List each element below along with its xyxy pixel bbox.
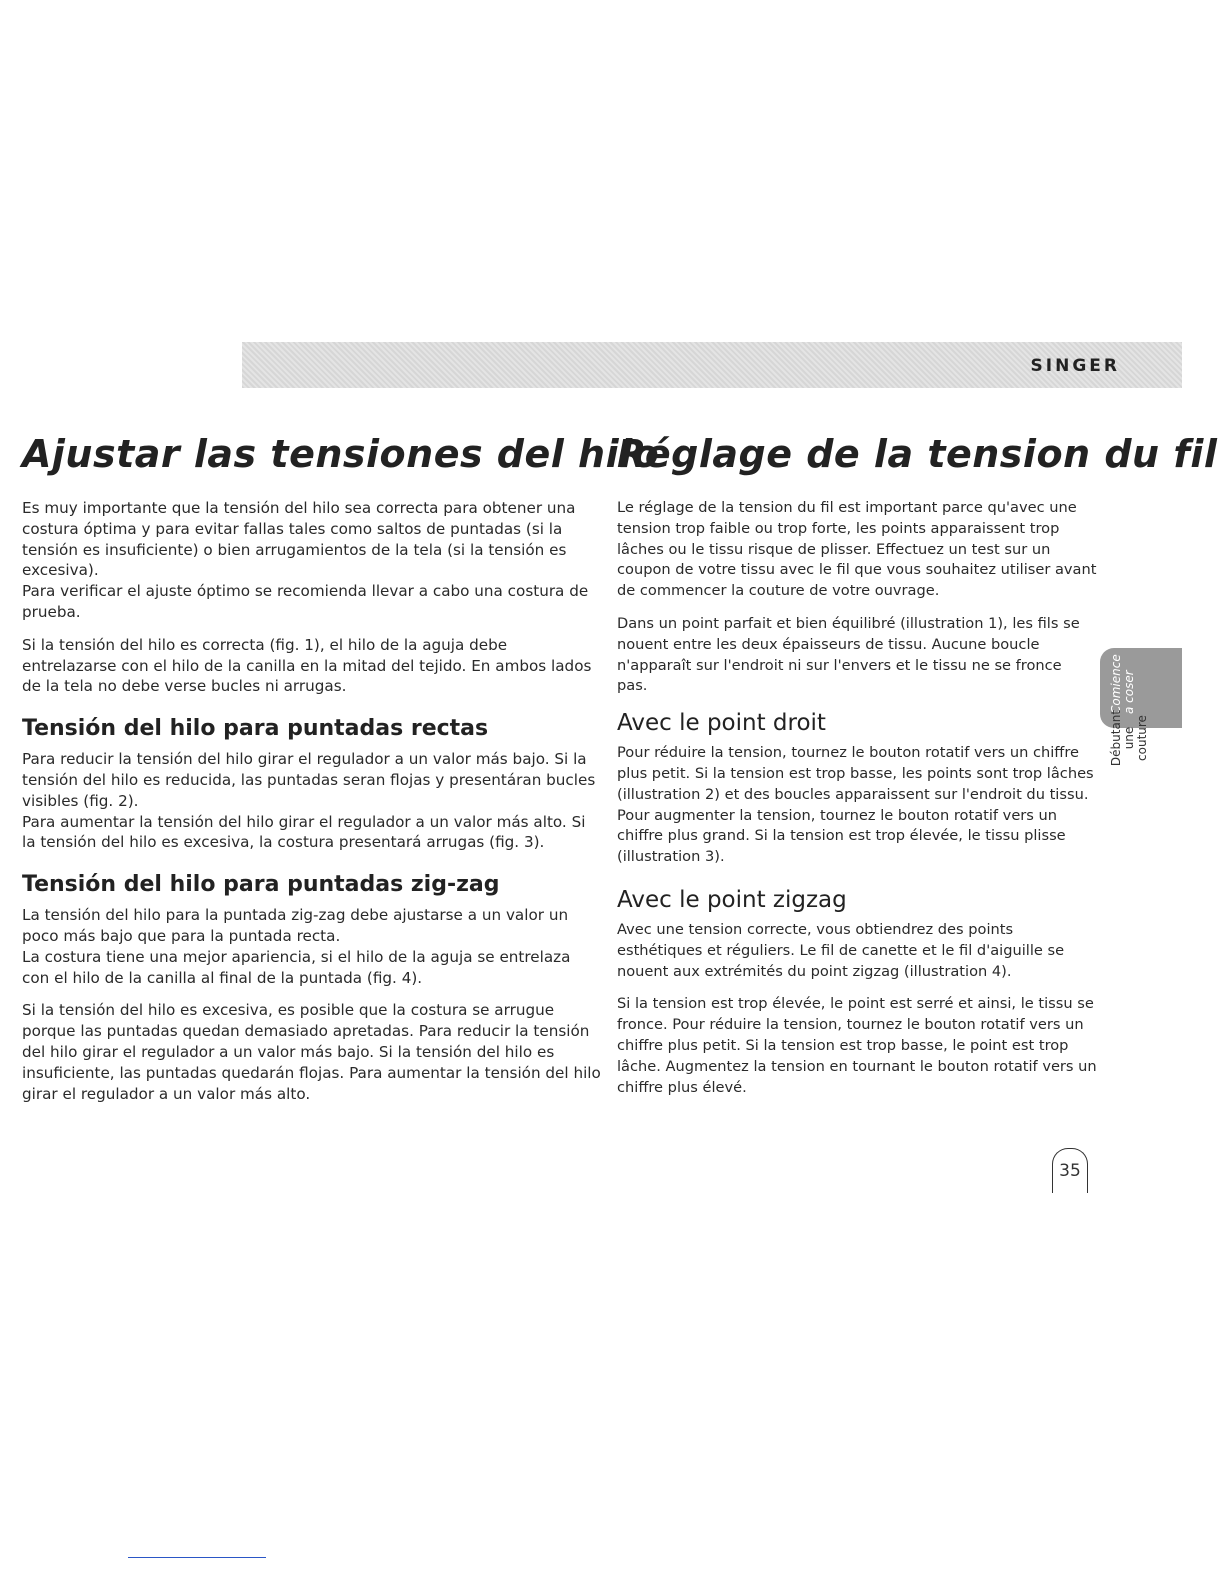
french-zigzag-1: Avec une tension correcte, vous obtiendrez des points esthétiques et réguliers. Le fil de canette et le fil d'aiguille se nouent aux extrémités du point zigzag (illustration 4).: [617, 920, 1065, 980]
french-title: Réglage de la tension du fil: [617, 432, 1218, 476]
french-perfect-stitch: Dans un point parfait et bien équilibré (illustration 1), les fils se nouent entre les deux épaisseurs de tissu. Aucune boucle n'apparaît sur l'endroit ni sur l'envers et le tissu ne se fronce pas.: [617, 614, 1080, 695]
side-label-line-2: une: [1122, 726, 1136, 750]
side-label-line-1: Débutant: [1109, 709, 1123, 767]
spanish-column: [22, 430, 660, 1116]
side-label-line-3: couture: [1135, 715, 1149, 761]
page-number: 35: [1052, 1148, 1088, 1193]
section-side-label: [1110, 698, 1149, 778]
spanish-correct-tension: Si la tensión del hilo es correcta (fig. 1), el hilo de la aguja debe entrelazarse con el hilo de la canilla en la mitad del tejido. En ambos lados de la tela no debe verse bucles ni arrugas.: [22, 635, 592, 696]
section-tab-label: Comience a coser: [1109, 654, 1136, 714]
brand-logo: SINGER: [1030, 356, 1120, 376]
spanish-zigzag-1: La tensión del hilo para la puntada zig-zag debe ajustarse a un valor un poco más bajo que para la puntada recta.: [22, 906, 569, 945]
spanish-zigzag-3: Si la tensión del hilo es excesiva, es posible que la costura se arrugue porque las puntadas quedan demasiado apretadas. Para reducir la tensión del hilo girar el regulador a un valor más bajo. Si la tensión del hilo es insuficiente, las puntadas quedarán flojas. Para aumentar la tensión del hilo girar el regulador a un valor más alto.: [22, 1001, 601, 1103]
spanish-title: Ajustar las tensiones del hilo: [22, 432, 660, 476]
french-zigzag-title: Avec le point zigzag: [617, 886, 847, 913]
spanish-zigzag-title: Tensión del hilo para puntadas zig-zag: [22, 872, 500, 898]
french-straight-title: Avec le point droit: [617, 710, 826, 737]
header-band: [242, 342, 1182, 388]
spanish-intro-2: Para verificar el ajuste óptimo se recomienda llevar a cabo una costura de prueba.: [22, 582, 589, 621]
footer-rule: [128, 1557, 266, 1558]
french-zigzag-2: Si la tension est trop élevée, le point est serré et ainsi, le tissu se fronce. Pour réduire la tension, tournez le bouton rotatif vers un chiffre plus petit. Si la tension est trop basse, le point est trop lâche. Augmentez la tension en tournant le bouton rotatif vers un chiffre plus élevé.: [617, 995, 1097, 1096]
french-straight-1: Pour réduire la tension, tournez le bouton rotatif vers un chiffre plus petit. Si la tension est trop basse, les points sont trop lâches (illustration 2) et des boucles apparaissent sur l'endroit du tissu. Pour augmenter la tension, tournez le bouton rotatif vers un chiffre plus grand. Si la tension est trop élevée, le tissu plisse (illustration 3).: [617, 744, 1094, 866]
spanish-zigzag-2: La costura tiene una mejor apariencia, si el hilo de la aguja se entrelaza con el hilo de la canilla al final de la puntada (fig. 4).: [22, 947, 571, 987]
spanish-straight-1: Para reducir la tensión del hilo girar el regulador a un valor más bajo. Si la tensión del hilo es reducida, las puntadas seran flojas y presentáran bucles visibles (fig. 2).: [22, 750, 596, 810]
spanish-straight-2: Para aumentar la tensión del hilo girar el regulador a un valor más alto. Si la tensión del hilo es excesiva, la costura presentará arrugas (fig. 3).: [22, 812, 586, 852]
spanish-intro: Es muy importante que la tensión del hilo sea correcta para obtener una costura óptima y para evitar fallas tales como saltos de puntadas (si la tensión es insuficiente) o bien arrugamientos de la tela (si la tensión es excesiva).: [22, 499, 576, 580]
french-intro: Le réglage de la tension du fil est important parce qu'avec une tension trop faible ou trop forte, les points apparaissent trop lâches ou le tissu risque de plisser. Effectuez un test sur un coupon de votre tissu avec le fil que vous souhaitez utiliser avant de commencer la couture de votre ouvrage.: [617, 499, 1097, 600]
spanish-straight-title: Tensión del hilo para puntadas rectas: [22, 716, 489, 742]
